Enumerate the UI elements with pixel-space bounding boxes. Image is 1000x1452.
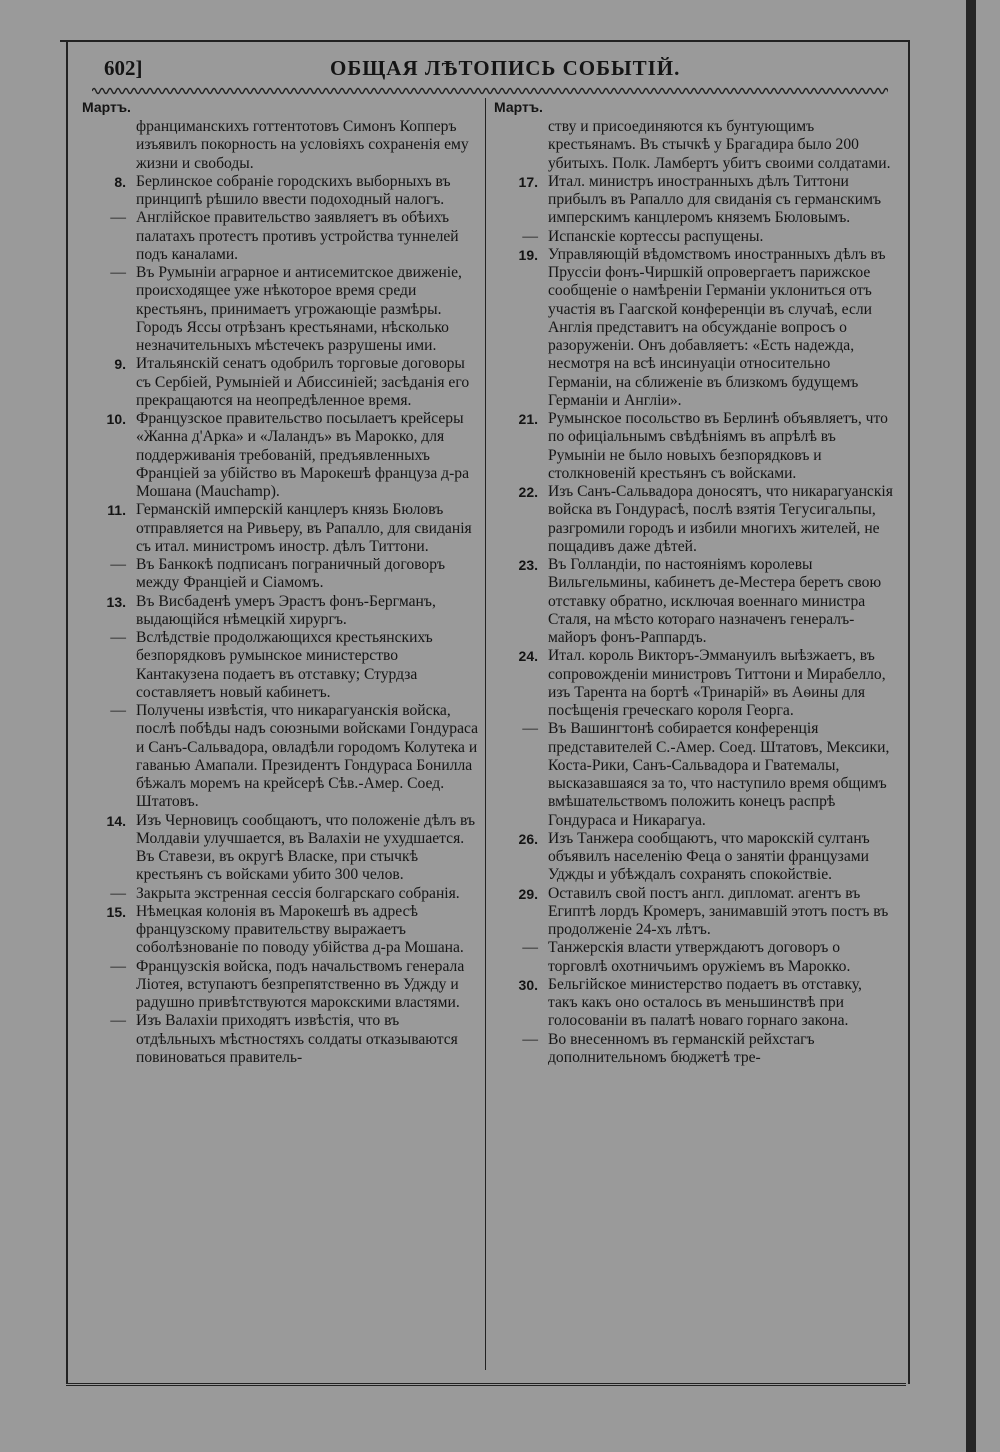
entry-date: — <box>110 957 126 975</box>
entry-date: — <box>110 884 126 902</box>
bottom-rule <box>66 1383 906 1386</box>
entry-list <box>494 173 894 1067</box>
entry-date: — <box>110 209 126 227</box>
chronicle-entry <box>82 410 482 501</box>
chronicle-entry <box>82 629 482 702</box>
entry-date: 22. <box>518 484 538 500</box>
chronicle-entry <box>494 647 894 720</box>
chronicle-entry <box>82 209 482 264</box>
column-divider <box>485 98 486 1370</box>
chronicle-entry <box>494 410 894 483</box>
chronicle-entry <box>494 976 894 1031</box>
entry-date: 13. <box>106 593 126 610</box>
entry-date: — <box>522 1030 538 1048</box>
entry-date: 15. <box>106 903 126 920</box>
chronicle-entry <box>82 593 482 630</box>
chronicle-entry <box>82 1012 482 1067</box>
chronicle-entry <box>82 556 482 593</box>
continuation-text: франциманскихъ готтентотовъ Симонъ Копперъ изъявилъ покорность на условіяхъ сохраненія ему жизни и свободы. <box>136 118 469 172</box>
entry-text: Вслѣдствіе продолжающихся крестьянскихъ безпорядковъ румынское министерство Кантакузена подаетъ въ отставку; Стурдза составляетъ новый кабинетъ. <box>136 629 433 701</box>
continuation-text: ству и присоединяются къ бунтующимъ крестьянамъ. Въ стычкѣ у Брагадира было 200 убитыхъ. Полк. Ламбертъ убитъ своими солдатами. <box>548 118 891 172</box>
chronicle-entry <box>494 830 894 885</box>
month-heading: Мартъ. <box>82 99 131 115</box>
entry-text: Въ Румыніи аграрное и антисемитское движеніе, происходящее уже нѣкоторое время среди крестьянъ, принимаетъ угрожающіе размѣры. Городъ Яссы отрѣзанъ крестьянами, нѣсколько незначительныхъ мѣстечекъ разрушены ими. <box>136 264 462 354</box>
entry-text: Итал. король Викторъ-Эммануилъ выѣзжаетъ, въ сопровожденіи министровъ Титтони и Мирабелло, изъ Тарента на бортѣ «Тринарій» въ Аѳины для посѣщенія греческаго короля Георга. <box>548 647 886 719</box>
chronicle-entry <box>494 1031 894 1068</box>
left-column <box>82 98 482 1067</box>
entry-date: 8. <box>114 173 126 190</box>
chronicle-entry <box>494 939 894 976</box>
chronicle-entry <box>82 885 482 903</box>
page-number: 602] <box>104 56 143 80</box>
entry-text: Нѣмецкая колонія въ Марокешѣ въ адресѣ французскому правительству выражаетъ соболѣзнованіе по поводу убійства д-ра Мошана. <box>136 902 464 957</box>
entry-date: — <box>110 556 126 573</box>
entry-date: 11. <box>107 502 126 519</box>
entry-date: 9. <box>114 356 126 373</box>
chronicle-entry <box>82 173 482 210</box>
entry-date: — <box>522 720 538 738</box>
chronicle-entry <box>494 246 894 410</box>
entry-text: Изъ Танжера сообщаютъ, что марокскій султанъ объявилъ населенію Феца о занятіи французами Уджды и убѣждалъ сохранять спокойствіе. <box>548 829 870 884</box>
entry-date: — <box>110 702 126 719</box>
entry-text: Бельгійское министерство подаетъ въ отставку, такъ какъ оно осталось въ меньшинствѣ при голосованіи въ палатѣ новаго горнаго закона. <box>548 975 862 1030</box>
entry-text: Изъ Санъ-Сальвадора доносятъ, что никарагуанскія войска въ Гондурасѣ, послѣ взятія Тегусигальпы, разгромили городъ и избили многихъ жителей, не пощадивъ даже дѣтей. <box>548 483 893 555</box>
entry-text: Испанскіе кортессы распущены. <box>548 227 764 245</box>
entry-date: 26. <box>518 830 538 847</box>
chronicle-entry <box>82 702 482 812</box>
entry-text: Получены извѣстія, что никарагуанскія войска, послѣ побѣды надъ союзными войсками Гондураса и Санъ-Сальвадора, овладѣли городомъ Колутека и гаванью Амапали. Президентъ Гондураса Бонилла бѣжалъ моремъ на крейсерѣ Сѣв.-Амер. Соед. Штатовъ. <box>136 702 479 811</box>
chronicle-entry <box>82 812 482 885</box>
entry-date: 14. <box>106 812 126 829</box>
entry-text: Во внесенномъ въ германскій рейхстагъ дополнительномъ бюджетѣ тре- <box>548 1030 815 1066</box>
entry-text: Французскія войска, подъ начальствомъ генерала Ліотея, вступаютъ безпрепятственно въ Уджду и радушно привѣтствуются марокскими властями. <box>136 957 465 1011</box>
chronicle-entry <box>82 264 482 355</box>
entry-text: Итальянскій сенатъ одобрилъ торговые договоры съ Сербіей, Румыніей и Абиссиніей; засѣданія его прекращаются на неопредѣленное время. <box>136 355 470 409</box>
entry-list <box>82 173 482 1067</box>
entry-text: Итал. министръ иностранныхъ дѣлъ Титтони прибылъ въ Рапалло для свиданія съ германскимъ имперскимъ канцлеромъ княземъ Бюловымъ. <box>548 172 882 227</box>
chronicle-entry <box>494 720 894 830</box>
right-column <box>494 98 894 1067</box>
entry-text: Румынское посольство въ Берлинѣ объявляетъ, что по офиціальнымъ свѣдѣніямъ въ апрѣлѣ въ Румыніи не было новыхъ безпорядковъ и столкновеній крестьянъ съ войсками. <box>548 410 888 482</box>
entry-text: Въ Голландіи, по настояніямъ королевы Вильгельмины, кабинетъ де-Местера беретъ свою отставку обратно, исключая военнаго министра Сталя, на мѣсто котораго назначенъ генералъ-майоръ фонъ-Раппардъ. <box>548 556 882 646</box>
entry-text: Закрыта экстренная сессія болгарскаго собранія. <box>136 884 460 902</box>
chronicle-entry <box>82 903 482 958</box>
entry-text: Управляющій вѣдомствомъ иностранныхъ дѣлъ въ Пруссіи фонъ-Чиршкій опровергаетъ парижское сообщеніе о намѣреніи Германіи уклониться отъ участія въ Гаагской конференціи въ случаѣ, если Англія представитъ на обсужданіе вопросъ о разоруженіи. Онъ добавляетъ: «Есть надежда, несмотря на всѣ инсинуаціи относительно Германіи, на сближеніе въ близкомъ будущемъ Германіи и Англіи». <box>548 245 886 409</box>
entry-date: — <box>110 629 126 646</box>
entry-date: — <box>110 1012 126 1030</box>
page-edge-shadow <box>966 0 976 1452</box>
entry-date: — <box>110 264 126 281</box>
month-heading: Мартъ. <box>494 99 543 115</box>
chronicle-entry <box>494 228 894 246</box>
entry-date: 21. <box>518 411 538 427</box>
chronicle-entry <box>82 501 482 556</box>
entry-text: Германскій имперскій канцлеръ князь Бюловъ отправляется на Ривьеру, въ Рапалло, для свиданія съ итал. министромъ иностр. дѣлъ Титтони. <box>136 501 472 555</box>
entry-text: Изъ Черновицъ сообщаютъ, что положеніе дѣлъ въ Молдавіи улучшается, въ Валахіи не ухудшается. Въ Ставези, въ округѣ Власке, при стычкѣ крестьянъ съ войсками убито 300 челов. <box>136 811 476 884</box>
chronicle-entry <box>82 958 482 1013</box>
running-title: ОБЩАЯ ЛѢТОПИСЬ СОБЫТІЙ. <box>330 56 681 80</box>
chronicle-entry <box>494 556 894 647</box>
entry-date: — <box>522 227 538 245</box>
entry-text: Изъ Валахіи приходятъ извѣстія, что въ отдѣльныхъ мѣстностяхъ солдаты отказываются повиноваться правитель- <box>136 1012 458 1066</box>
entry-date: 30. <box>518 976 538 993</box>
entry-text: Берлинское собраніе городскихъ выборныхъ въ принципѣ рѣшило ввести подоходный налогъ. <box>136 172 451 208</box>
wavy-rule <box>92 85 888 97</box>
entry-date: 19. <box>518 246 538 263</box>
chronicle-entry <box>82 355 482 410</box>
chronicle-entry <box>494 885 894 940</box>
entry-date: 29. <box>518 885 538 902</box>
entry-text: Англійское правительство заявляетъ въ обѣихъ палатахъ протестъ противъ устройства туннелей подъ каналами. <box>136 209 459 263</box>
entry-date: 24. <box>518 648 538 665</box>
entry-date: — <box>522 939 538 957</box>
entry-date: 10. <box>106 411 126 427</box>
entry-text: Французское правительство посылаетъ крейсеры «Жанна д'Арка» и «Лаландъ» въ Марокко, для поддерживанія требованій, предъявленныхъ Франціей за убійство въ Марокешѣ француза д-ра Мошана (Mauchamp). <box>136 410 470 500</box>
entry-text: Въ Банкокѣ подписанъ пограничный договоръ между Франціей и Сіамомъ. <box>136 556 446 592</box>
entry-date: 23. <box>518 557 538 573</box>
entry-text: Оставилъ свой постъ англ. дипломат. агентъ въ Египтѣ лордъ Кромеръ, занимавшій этотъ постъ въ продолженіе 24-хъ лѣтъ. <box>548 884 889 938</box>
chronicle-entry <box>494 173 894 228</box>
chronicle-entry <box>494 483 894 556</box>
entry-text: Въ Вашингтонѣ собирается конференція представителей С.-Амер. Соед. Штатовъ, Мексики, Коста-Рики, Санъ-Сальвадора и Гватемалы, высказавшаяся за то, что наступило время общимъ вмѣшательствомъ положить конецъ распрѣ Гондураса и Никарагуа. <box>548 720 890 829</box>
entry-text: Танжерскія власти утверждаютъ договоръ о торговлѣ охотничьимъ оружіемъ въ Марокко. <box>548 939 851 975</box>
entry-text: Въ Висбаденѣ умеръ Эрастъ фонъ-Бергманъ, выдающійся нѣмецкій хирургъ. <box>136 592 436 628</box>
entry-date: 17. <box>518 173 538 190</box>
